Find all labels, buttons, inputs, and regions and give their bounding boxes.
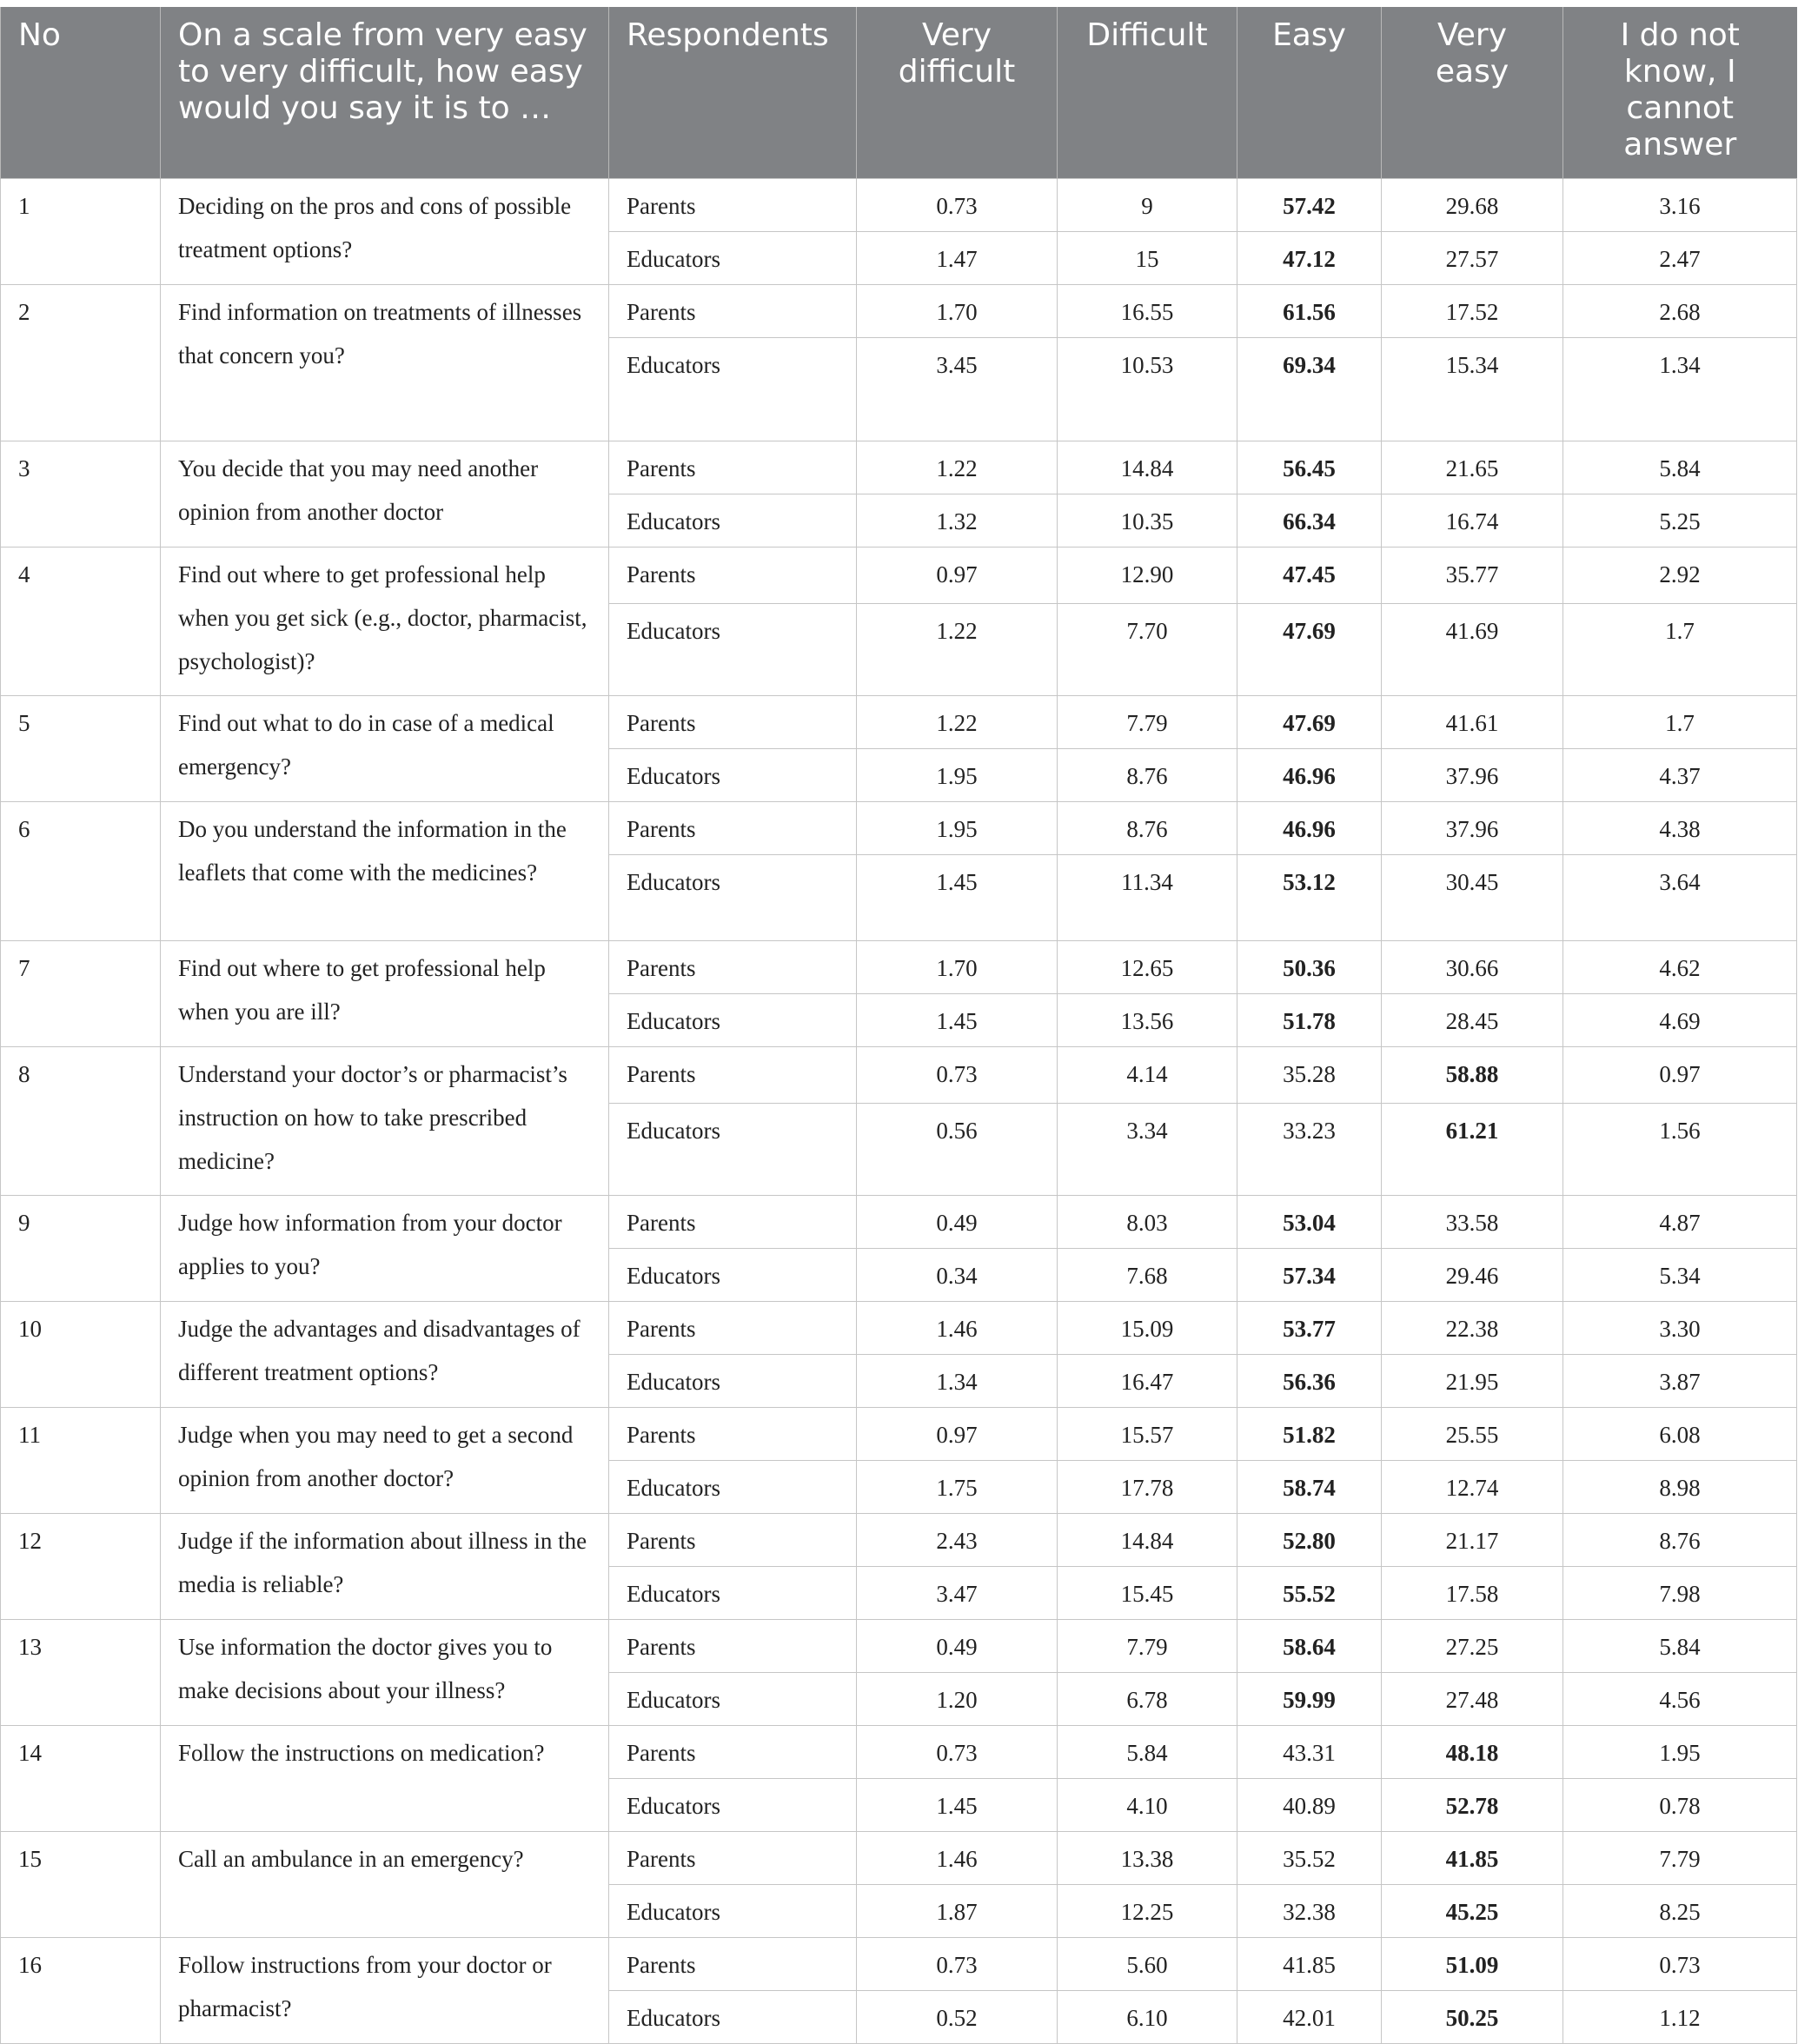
value-easy: 56.45 [1237,441,1382,494]
value-very-difficult: 1.22 [857,441,1058,494]
value-dont-know: 3.64 [1563,855,1797,941]
row-number: 8 [1,1047,161,1196]
respondent-label: Educators [609,1991,857,2044]
value-dont-know: 8.98 [1563,1461,1797,1514]
value-very-difficult: 1.20 [857,1673,1058,1726]
value-very-difficult: 0.73 [857,1047,1058,1104]
value-very-difficult: 1.95 [857,749,1058,802]
value-very-difficult: 0.73 [857,1938,1058,1991]
respondent-label: Parents [609,1514,857,1567]
value-easy: 59.99 [1237,1673,1382,1726]
value-difficult: 15 [1058,232,1237,285]
value-dont-know: 4.38 [1563,802,1797,855]
value-easy: 58.64 [1237,1620,1382,1673]
value-dont-know: 2.92 [1563,548,1797,604]
respondent-label: Parents [609,696,857,749]
value-easy: 42.01 [1237,1991,1382,2044]
respondent-label: Educators [609,1461,857,1514]
header-very-difficult: Very difficult [857,7,1058,179]
header-dont-know: I do not know, I cannot answer [1563,7,1797,179]
value-difficult: 7.79 [1058,696,1237,749]
value-difficult: 6.78 [1058,1673,1237,1726]
respondent-label: Educators [609,1779,857,1832]
row-number: 14 [1,1726,161,1832]
value-very-difficult: 0.73 [857,179,1058,232]
value-very-difficult: 1.75 [857,1461,1058,1514]
value-dont-know: 3.16 [1563,179,1797,232]
value-difficult: 11.34 [1058,855,1237,941]
value-difficult: 14.84 [1058,441,1237,494]
value-very-difficult: 1.70 [857,941,1058,994]
value-very-easy: 30.66 [1382,941,1563,994]
value-very-difficult: 1.22 [857,696,1058,749]
value-very-easy: 21.17 [1382,1514,1563,1567]
value-dont-know: 1.7 [1563,604,1797,696]
value-difficult: 7.79 [1058,1620,1237,1673]
value-very-easy: 50.25 [1382,1991,1563,2044]
value-easy: 57.34 [1237,1249,1382,1302]
survey-table [0,7,1797,2044]
value-very-easy: 27.25 [1382,1620,1563,1673]
row-number: 6 [1,802,161,941]
value-easy: 46.96 [1237,749,1382,802]
value-very-difficult: 0.97 [857,548,1058,604]
value-very-difficult: 2.43 [857,1514,1058,1567]
value-very-difficult: 1.45 [857,855,1058,941]
respondent-label: Educators [609,749,857,802]
table-row [1,548,1797,604]
value-dont-know: 7.79 [1563,1832,1797,1885]
value-difficult: 6.10 [1058,1991,1237,2044]
value-dont-know: 4.87 [1563,1196,1797,1249]
value-difficult: 17.78 [1058,1461,1237,1514]
row-number: 4 [1,548,161,696]
respondent-label: Parents [609,1938,857,1991]
value-difficult: 12.90 [1058,548,1237,604]
question-text: Deciding on the pros and cons of possible treatment options? [161,179,609,285]
question-text: Find out where to get professional help when you get sick (e.g., doctor, pharmacist, psychologist)? [161,548,609,696]
value-very-easy: 33.58 [1382,1196,1563,1249]
value-very-easy: 37.96 [1382,802,1563,855]
value-difficult: 10.53 [1058,338,1237,441]
value-dont-know: 5.25 [1563,494,1797,548]
question-text: Judge when you may need to get a second opinion from another doctor? [161,1408,609,1514]
value-very-easy: 45.25 [1382,1885,1563,1938]
value-difficult: 12.25 [1058,1885,1237,1938]
value-difficult: 7.70 [1058,604,1237,696]
header-question: On a scale from very easy to very difficult, how easy would you say it is to … [161,7,609,179]
row-number: 11 [1,1408,161,1514]
respondent-label: Parents [609,941,857,994]
row-number: 1 [1,179,161,285]
value-very-difficult: 0.49 [857,1196,1058,1249]
question-text: Judge how information from your doctor applies to you? [161,1196,609,1302]
value-difficult: 12.65 [1058,941,1237,994]
value-dont-know: 8.25 [1563,1885,1797,1938]
value-very-difficult: 0.52 [857,1991,1058,2044]
value-easy: 51.78 [1237,994,1382,1047]
value-easy: 35.52 [1237,1832,1382,1885]
question-text: Follow the instructions on medication? [161,1726,609,1832]
value-dont-know: 2.68 [1563,285,1797,338]
value-very-easy: 48.18 [1382,1726,1563,1779]
value-dont-know: 8.76 [1563,1514,1797,1567]
value-dont-know: 4.62 [1563,941,1797,994]
value-easy: 46.96 [1237,802,1382,855]
respondent-label: Parents [609,1408,857,1461]
value-very-easy: 16.74 [1382,494,1563,548]
value-dont-know: 6.08 [1563,1408,1797,1461]
value-very-difficult: 0.56 [857,1104,1058,1196]
respondent-label: Parents [609,802,857,855]
value-dont-know: 4.69 [1563,994,1797,1047]
table-row [1,802,1797,855]
value-easy: 33.23 [1237,1104,1382,1196]
respondent-label: Educators [609,1104,857,1196]
value-very-easy: 27.57 [1382,232,1563,285]
respondent-label: Educators [609,994,857,1047]
value-difficult: 15.09 [1058,1302,1237,1355]
value-very-easy: 41.61 [1382,696,1563,749]
value-very-easy: 51.09 [1382,1938,1563,1991]
value-very-difficult: 1.47 [857,232,1058,285]
value-dont-know: 3.30 [1563,1302,1797,1355]
value-difficult: 5.60 [1058,1938,1237,1991]
value-very-easy: 17.52 [1382,285,1563,338]
row-number: 7 [1,941,161,1047]
value-easy: 35.28 [1237,1047,1382,1104]
value-difficult: 16.47 [1058,1355,1237,1408]
table-row [1,1938,1797,1991]
header-very-easy: Very easy [1382,7,1563,179]
respondent-label: Parents [609,1832,857,1885]
value-dont-know: 5.34 [1563,1249,1797,1302]
table-row [1,179,1797,232]
value-dont-know: 4.37 [1563,749,1797,802]
question-text: Judge the advantages and disadvantages of different treatment options? [161,1302,609,1408]
value-difficult: 8.03 [1058,1196,1237,1249]
row-number: 2 [1,285,161,441]
value-easy: 56.36 [1237,1355,1382,1408]
header-row [1,7,1797,179]
value-difficult: 14.84 [1058,1514,1237,1567]
table-body [1,179,1797,2044]
row-number: 3 [1,441,161,548]
value-difficult: 13.56 [1058,994,1237,1047]
value-very-difficult: 1.34 [857,1355,1058,1408]
value-very-easy: 61.21 [1382,1104,1563,1196]
table-row [1,1302,1797,1355]
value-very-difficult: 3.47 [857,1567,1058,1620]
value-easy: 51.82 [1237,1408,1382,1461]
value-difficult: 5.84 [1058,1726,1237,1779]
row-number: 5 [1,696,161,802]
respondent-label: Educators [609,494,857,548]
value-very-difficult: 0.97 [857,1408,1058,1461]
value-easy: 58.74 [1237,1461,1382,1514]
value-difficult: 7.68 [1058,1249,1237,1302]
value-very-easy: 58.88 [1382,1047,1563,1104]
value-very-easy: 21.65 [1382,441,1563,494]
row-number: 10 [1,1302,161,1408]
value-very-difficult: 1.45 [857,994,1058,1047]
value-easy: 47.12 [1237,232,1382,285]
question-text: Understand your doctor’s or pharmacist’s instruction on how to take prescribed medicine? [161,1047,609,1196]
value-dont-know: 5.84 [1563,441,1797,494]
value-dont-know: 0.97 [1563,1047,1797,1104]
value-easy: 69.34 [1237,338,1382,441]
row-number: 16 [1,1938,161,2044]
value-very-easy: 41.85 [1382,1832,1563,1885]
row-number: 12 [1,1514,161,1620]
value-very-difficult: 1.70 [857,285,1058,338]
value-easy: 47.45 [1237,548,1382,604]
table-row [1,1408,1797,1461]
value-difficult: 9 [1058,179,1237,232]
table-row [1,1047,1797,1104]
question-text: Follow instructions from your doctor or pharmacist? [161,1938,609,2044]
question-text: You decide that you may need another opinion from another doctor [161,441,609,548]
value-very-easy: 52.78 [1382,1779,1563,1832]
value-very-difficult: 1.46 [857,1302,1058,1355]
value-difficult: 10.35 [1058,494,1237,548]
respondent-label: Parents [609,1620,857,1673]
table-row [1,441,1797,494]
table-row [1,1620,1797,1673]
respondent-label: Parents [609,285,857,338]
value-very-easy: 15.34 [1382,338,1563,441]
row-number: 9 [1,1196,161,1302]
value-very-difficult: 1.95 [857,802,1058,855]
value-dont-know: 4.56 [1563,1673,1797,1726]
question-text: Find out where to get professional help when you are ill? [161,941,609,1047]
value-easy: 43.31 [1237,1726,1382,1779]
value-difficult: 15.45 [1058,1567,1237,1620]
value-very-difficult: 1.45 [857,1779,1058,1832]
value-difficult: 16.55 [1058,285,1237,338]
value-easy: 50.36 [1237,941,1382,994]
respondent-label: Educators [609,1567,857,1620]
value-difficult: 8.76 [1058,749,1237,802]
table-row [1,1514,1797,1567]
table-row [1,285,1797,338]
respondent-label: Educators [609,1355,857,1408]
respondent-label: Parents [609,548,857,604]
respondent-label: Educators [609,855,857,941]
value-easy: 40.89 [1237,1779,1382,1832]
respondent-label: Parents [609,179,857,232]
row-number: 13 [1,1620,161,1726]
value-difficult: 15.57 [1058,1408,1237,1461]
value-easy: 61.56 [1237,285,1382,338]
value-very-easy: 22.38 [1382,1302,1563,1355]
header-no: No [1,7,161,179]
respondent-label: Educators [609,1249,857,1302]
value-difficult: 4.14 [1058,1047,1237,1104]
value-easy: 57.42 [1237,179,1382,232]
question-text: Find information on treatments of illnesses that concern you? [161,285,609,441]
question-text: Do you understand the information in the leaflets that come with the medicines? [161,802,609,941]
value-very-difficult: 1.87 [857,1885,1058,1938]
value-easy: 41.85 [1237,1938,1382,1991]
table-row [1,696,1797,749]
value-dont-know: 5.84 [1563,1620,1797,1673]
value-very-easy: 17.58 [1382,1567,1563,1620]
respondent-label: Parents [609,1047,857,1104]
respondent-label: Educators [609,232,857,285]
value-dont-know: 1.56 [1563,1104,1797,1196]
question-text: Call an ambulance in an emergency? [161,1832,609,1938]
header-respondents: Respondents [609,7,857,179]
value-easy: 47.69 [1237,604,1382,696]
value-very-easy: 12.74 [1382,1461,1563,1514]
value-very-easy: 37.96 [1382,749,1563,802]
value-difficult: 13.38 [1058,1832,1237,1885]
value-very-difficult: 0.73 [857,1726,1058,1779]
value-easy: 55.52 [1237,1567,1382,1620]
value-very-difficult: 0.49 [857,1620,1058,1673]
value-easy: 53.77 [1237,1302,1382,1355]
respondent-label: Parents [609,441,857,494]
value-dont-know: 1.12 [1563,1991,1797,2044]
value-difficult: 4.10 [1058,1779,1237,1832]
value-very-difficult: 0.34 [857,1249,1058,1302]
value-dont-know: 0.73 [1563,1938,1797,1991]
value-easy: 52.80 [1237,1514,1382,1567]
respondent-label: Educators [609,1885,857,1938]
respondent-label: Educators [609,604,857,696]
table-row [1,941,1797,994]
value-very-easy: 25.55 [1382,1408,1563,1461]
respondent-label: Parents [609,1196,857,1249]
respondent-label: Parents [609,1302,857,1355]
value-easy: 53.04 [1237,1196,1382,1249]
value-very-easy: 28.45 [1382,994,1563,1047]
respondent-label: Educators [609,338,857,441]
question-text: Find out what to do in case of a medical emergency? [161,696,609,802]
header-easy: Easy [1237,7,1382,179]
value-difficult: 8.76 [1058,802,1237,855]
value-easy: 53.12 [1237,855,1382,941]
table-row [1,1196,1797,1249]
question-text: Use information the doctor gives you to make decisions about your illness? [161,1620,609,1726]
value-very-difficult: 1.46 [857,1832,1058,1885]
value-very-easy: 30.45 [1382,855,1563,941]
value-very-easy: 29.68 [1382,179,1563,232]
value-dont-know: 1.95 [1563,1726,1797,1779]
value-dont-know: 3.87 [1563,1355,1797,1408]
value-dont-know: 1.7 [1563,696,1797,749]
value-dont-know: 7.98 [1563,1567,1797,1620]
value-very-easy: 21.95 [1382,1355,1563,1408]
value-dont-know: 0.78 [1563,1779,1797,1832]
respondent-label: Parents [609,1726,857,1779]
value-very-easy: 35.77 [1382,548,1563,604]
value-dont-know: 1.34 [1563,338,1797,441]
row-number: 15 [1,1832,161,1938]
value-easy: 32.38 [1237,1885,1382,1938]
value-dont-know: 2.47 [1563,232,1797,285]
value-very-easy: 41.69 [1382,604,1563,696]
value-very-difficult: 3.45 [857,338,1058,441]
value-easy: 47.69 [1237,696,1382,749]
respondent-label: Educators [609,1673,857,1726]
value-easy: 66.34 [1237,494,1382,548]
table-row [1,1832,1797,1885]
value-very-difficult: 1.32 [857,494,1058,548]
header-difficult: Difficult [1058,7,1237,179]
value-very-easy: 29.46 [1382,1249,1563,1302]
value-very-easy: 27.48 [1382,1673,1563,1726]
table-row [1,1726,1797,1779]
question-text: Judge if the information about illness in the media is reliable? [161,1514,609,1620]
value-very-difficult: 1.22 [857,604,1058,696]
value-difficult: 3.34 [1058,1104,1237,1196]
